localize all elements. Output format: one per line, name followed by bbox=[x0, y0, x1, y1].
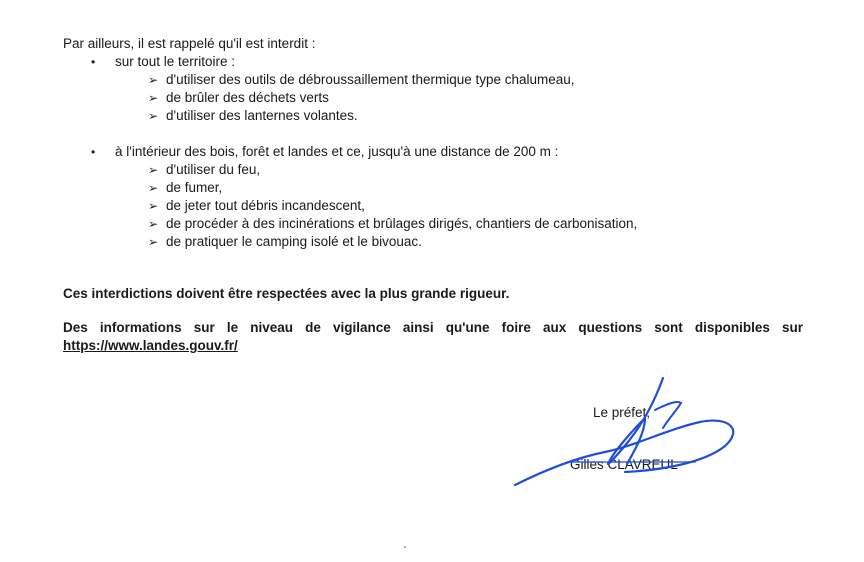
arrow-icon: ➢ bbox=[148, 199, 159, 213]
list-item-text: de procéder à des incinérations et brûlages dirigés, chantiers de carbonisation, bbox=[166, 216, 638, 231]
bullet-label: sur tout le territoire : bbox=[115, 54, 236, 69]
arrow-icon: ➢ bbox=[148, 217, 159, 231]
list-item-text: de fumer, bbox=[166, 180, 223, 195]
list-item-text: de pratiquer le camping isolé et le bivouac. bbox=[166, 234, 422, 249]
list-item-text: d'utiliser des outils de débroussaillement thermique type chalumeau, bbox=[166, 72, 575, 87]
list-item bbox=[148, 215, 637, 233]
list-item-text: de jeter tout débris incandescent, bbox=[166, 198, 365, 213]
rigueur-statement: Ces interdictions doivent être respectées avec la plus grande rigueur. bbox=[63, 286, 510, 301]
bullet-label: à l'intérieur des bois, forêt et landes et ce, jusqu'à une distance de 200 m : bbox=[115, 144, 559, 159]
list-item bbox=[148, 89, 329, 107]
signature-title: Le préfet, bbox=[593, 405, 651, 420]
list-item bbox=[148, 161, 260, 179]
list-item bbox=[148, 107, 358, 125]
list-item bbox=[148, 197, 365, 215]
intro-text: Par ailleurs, il est rappelé qu'il est interdit : bbox=[63, 36, 316, 51]
arrow-icon: ➢ bbox=[148, 109, 159, 123]
arrow-icon: ➢ bbox=[148, 163, 159, 177]
signatory-name: Gilles CLAVREUL bbox=[570, 457, 678, 472]
bullet-icon: • bbox=[91, 55, 96, 69]
info-statement: Des informations sur le niveau de vigilance ainsi qu'une foire aux questions sont disponibles sur bbox=[63, 320, 803, 335]
arrow-icon: ➢ bbox=[148, 181, 159, 195]
list-item-text: d'utiliser du feu, bbox=[166, 162, 261, 177]
list-item bbox=[148, 71, 575, 89]
bullet-icon: • bbox=[91, 145, 96, 159]
list-item-text: de brûler des déchets verts bbox=[166, 90, 329, 105]
arrow-icon: ➢ bbox=[148, 91, 159, 105]
scan-speck bbox=[404, 546, 406, 548]
list-item bbox=[148, 233, 422, 251]
landes-gouv-link[interactable]: https://www.landes.gouv.fr/ bbox=[63, 338, 238, 353]
arrow-icon: ➢ bbox=[148, 73, 159, 87]
list-item bbox=[148, 179, 222, 197]
handwritten-signature bbox=[505, 370, 745, 490]
list-item-text: d'utiliser des lanternes volantes. bbox=[166, 108, 358, 123]
arrow-icon: ➢ bbox=[148, 235, 159, 249]
